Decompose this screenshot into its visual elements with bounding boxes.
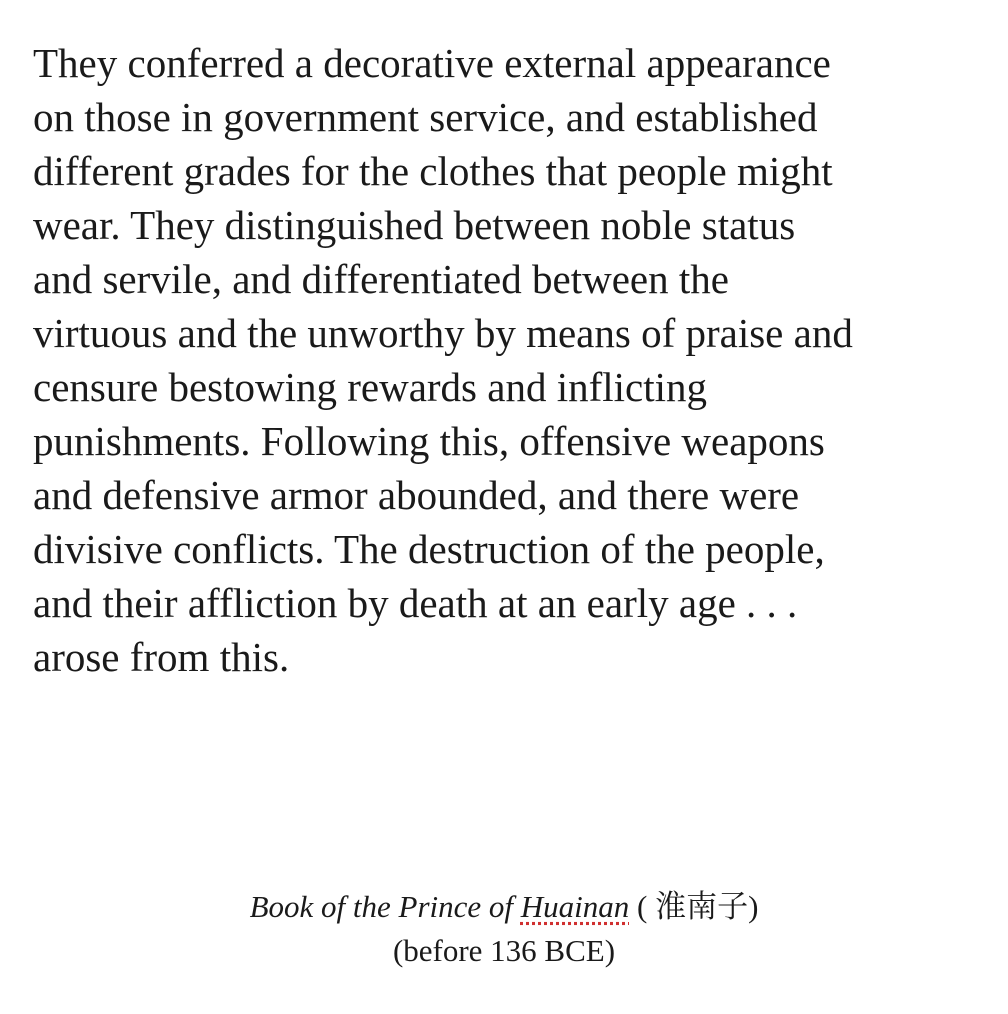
chinese-title: 淮南子 [655,889,749,925]
book-title-name: Huainan [520,889,630,924]
quote-line: censure bestowing rewards and inflicting [33,364,708,410]
chinese-open-paren: ( [629,889,656,924]
source-title-line [0,885,1008,929]
source-date: (before 136 BCE) [392,933,616,968]
quote-line: virtuous and the unworthy by means of praise and [33,310,853,356]
quote-line: punishments. Following this, offensive weapons [33,418,825,464]
quote-line: divisive conflicts. The destruction of the people, [33,526,825,572]
quote-line: arose from this. [33,634,290,680]
quote-line: and defensive armor abounded, and there were [33,472,800,518]
quote-line: different grades for the clothes that people might [33,148,833,194]
quote-text [33,36,983,684]
book-title [250,889,630,924]
chinese-close-paren: ) [748,889,759,924]
book-title-prefix: Book of the Prince of [249,889,521,924]
quote-line: They conferred a decorative external appearance [33,40,831,86]
quote-line: on those in government service, and established [33,94,818,140]
attribution [0,885,1008,973]
quote-line: wear. They distinguished between noble status [33,202,796,248]
quote-line: and their affliction by death at an early age . . . [33,580,798,626]
quote-line: and servile, and differentiated between the [33,256,729,302]
